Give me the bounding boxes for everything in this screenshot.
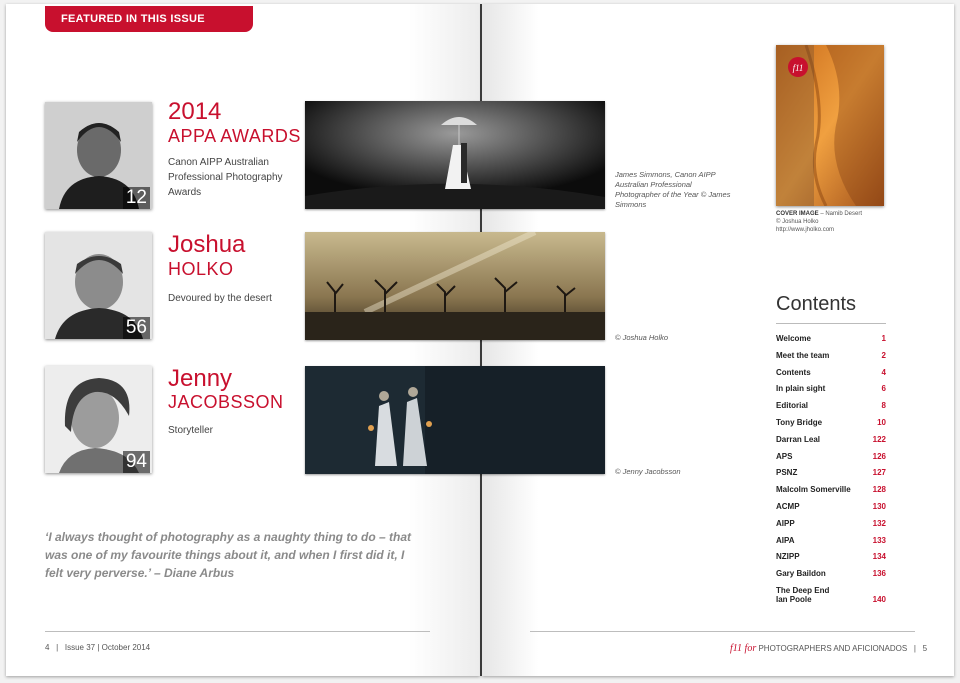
toc-item[interactable]: Welcome 1 <box>776 334 886 343</box>
feature-title-line1: 2014 <box>168 98 222 125</box>
feature-title-line1: Joshua <box>168 231 246 258</box>
feature-title-line1: Jenny <box>168 365 233 392</box>
footer-tagline: PHOTOGRAPHERS AND AFICIONADOS <box>758 644 908 653</box>
contents-rule <box>776 323 886 324</box>
feature-title-line2: JACOBSSON <box>168 392 284 412</box>
feature-description: Devoured by the desert <box>168 293 272 304</box>
toc-item[interactable]: AIPA 133 <box>776 535 886 545</box>
cover-caption <box>776 210 862 234</box>
quote: ‘I always thought of photography as a naughty thing to do – that was one of my favourite things about it, and when I first did it, I felt very perverse.’ – Diane Arbus <box>45 530 411 580</box>
toc-item[interactable]: Darran Leal 122 <box>776 434 886 444</box>
footer-rule-left <box>45 631 430 632</box>
photo-caption: © Jenny Jacobsson <box>615 467 681 476</box>
footer-right: f11 for PHOTOGRAPHERS AND AFICIONADOS | 5 <box>730 643 928 654</box>
toc-item[interactable]: Meet the team 2 <box>776 350 886 360</box>
feature-title-line2: APPA AWARDS <box>168 126 301 146</box>
toc-item[interactable]: APS 126 <box>776 451 886 461</box>
photo-women-lanterns[interactable] <box>305 366 605 474</box>
contents-list <box>776 334 886 612</box>
footer-issue: Issue 37 <box>64 643 96 652</box>
footer-left: 4 | Issue 37 | October 2014 <box>45 643 151 652</box>
toc-item[interactable]: Gary Baildon 136 <box>776 569 886 579</box>
footer-rule-right <box>530 631 915 632</box>
cover-credit: © Joshua Holko <box>776 219 819 225</box>
cover-label: COVER IMAGE <box>776 211 819 217</box>
portrait-james-simmons[interactable] <box>45 102 152 209</box>
cover-url[interactable]: http://www.jholko.com <box>776 227 835 233</box>
photo-wedding-umbrella[interactable] <box>305 101 605 209</box>
toc-item[interactable]: AIPP 132 <box>776 518 886 528</box>
toc-item[interactable]: PSNZ 127 <box>776 468 886 478</box>
toc-item[interactable]: The Deep End Ian Poole 140 <box>776 585 886 604</box>
cover-image[interactable] <box>776 45 884 206</box>
photo-namib-trees[interactable] <box>305 232 605 340</box>
feature-page-number: 94 <box>123 451 150 473</box>
toc-item[interactable]: In plain sight 6 <box>776 384 886 394</box>
photo-caption: James Simmons, Canon AIPP Australian Professional Photographer of the Year © James Simmons <box>615 170 731 209</box>
toc-item[interactable]: Contents 4 <box>776 367 886 377</box>
toc-item[interactable]: Tony Bridge 10 <box>776 417 886 427</box>
feature-page-number: 12 <box>123 187 150 209</box>
footer-page-number: 5 <box>922 644 928 653</box>
toc-item[interactable]: Malcolm Somerville 128 <box>776 485 886 495</box>
cover-title: – Namib Desert <box>820 211 863 217</box>
feature-description: Canon AIPP Australian Professional Photography Awards <box>168 157 283 198</box>
contents-title: Contents <box>776 293 857 315</box>
toc-item[interactable]: Editorial 8 <box>776 401 886 411</box>
feature-page-number: 56 <box>123 317 150 339</box>
feature-title-line2: HOLKO <box>168 259 234 279</box>
featured-tab: FEATURED IN THIS ISSUE <box>45 6 253 32</box>
footer-date: October 2014 <box>101 643 151 652</box>
feature-description: Storyteller <box>168 425 214 436</box>
photo-caption: © Joshua Holko <box>615 333 669 342</box>
footer-brand: f11 for <box>730 643 757 654</box>
footer-page-number: 4 <box>45 643 50 652</box>
toc-item[interactable]: ACMP 130 <box>776 501 886 511</box>
cover-logo: f11 <box>792 63 804 73</box>
portrait-joshua-holko[interactable] <box>45 232 152 339</box>
toc-item[interactable]: NZIPP 134 <box>776 552 886 562</box>
portrait-jenny-jacobsson[interactable] <box>45 366 152 473</box>
